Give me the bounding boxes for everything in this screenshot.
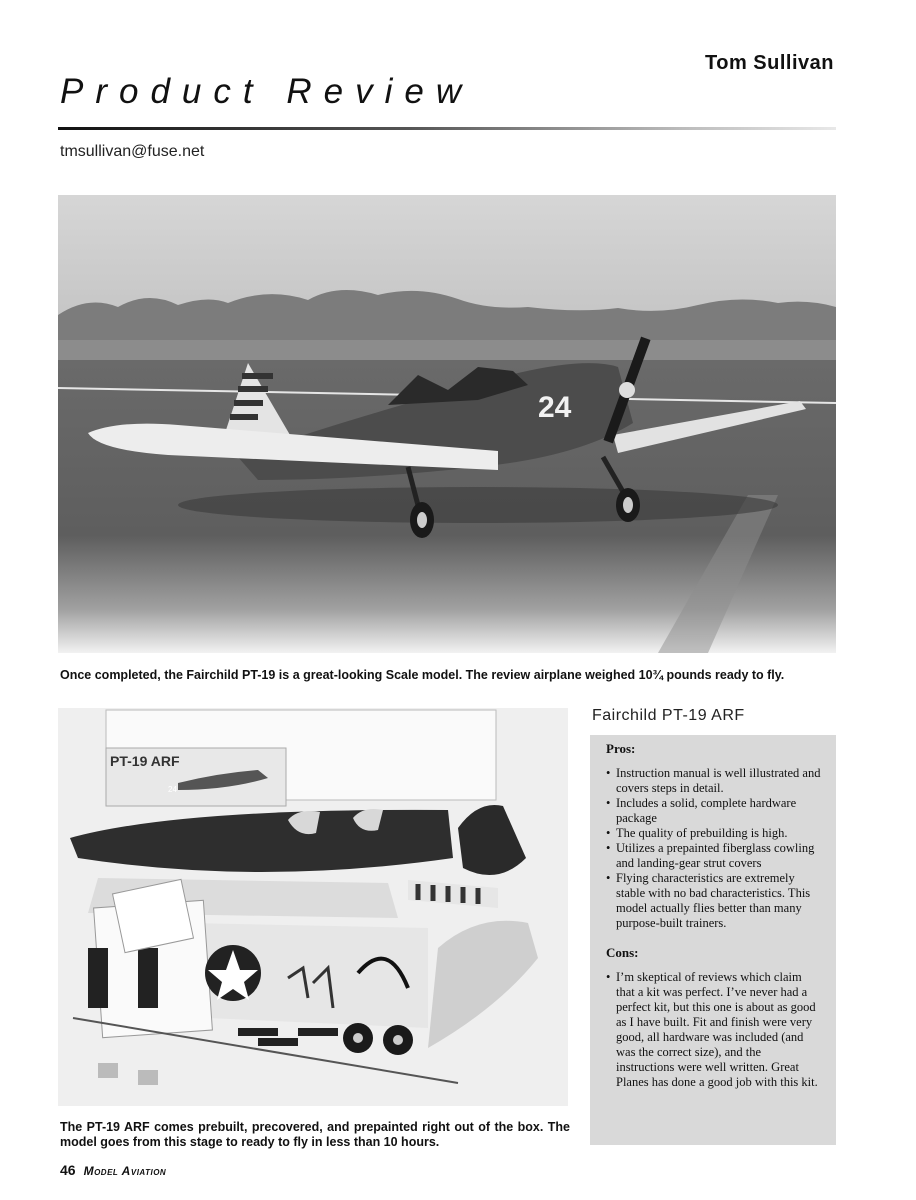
pros-item: • Flying characteristics are extremely stable with no bad characteristics. This model actually flies better than many purpose-built trainers.	[606, 871, 822, 931]
author-email[interactable]: tmsullivan@fuse.net	[60, 143, 205, 160]
pros-heading: Pros:	[606, 741, 636, 756]
kit-box-number: 24	[168, 785, 177, 794]
pros-item: • Utilizes a prepainted fiberglass cowling and landing-gear strut covers	[606, 841, 822, 871]
kit-photo-caption: The PT-19 ARF comes prebuilt, precovered, and prepainted right out of the box. The model goes from this stage to ready to fly in less than 10 hours.	[60, 1120, 570, 1149]
author-name: Tom Sullivan	[705, 52, 834, 74]
page-footer	[60, 1162, 166, 1178]
magazine-name: Model Aviation	[83, 1164, 167, 1178]
main-photo-caption: Once completed, the Fairchild PT-19 is a great-looking Scale model. The review airplane weighed 10¾ pounds ready to fly.	[60, 668, 785, 682]
header-rule	[58, 127, 836, 130]
page-number: 46	[60, 1162, 76, 1178]
section-title: Product Review	[60, 72, 474, 111]
pros-item: • Instruction manual is well illustrated and covers steps in detail.	[606, 766, 822, 796]
pros-cons-box	[590, 735, 836, 1145]
kit-contents-photo	[58, 708, 568, 1106]
kit-box-label: PT-19 ARF	[110, 753, 180, 769]
sidebar-title: Fairchild PT-19 ARF	[592, 707, 745, 724]
pros-list	[606, 766, 822, 931]
cons-item: • I’m skeptical of reviews which claim that a kit was perfect. I’ve never had a perfect kit, but this one is about as good as I have built. Fit and finish were very good, all hardware was included (and was the correct size), and the instructions were well written. Great Planes has done a good job with this kit.	[606, 970, 822, 1090]
airplane-photo	[58, 195, 836, 653]
pros-item: • Includes a solid, complete hardware package	[606, 796, 822, 826]
cons-list	[606, 970, 822, 1090]
aircraft-number: 24	[538, 391, 572, 424]
cons-heading: Cons:	[606, 945, 639, 960]
pros-item: • The quality of prebuilding is high.	[606, 826, 822, 841]
